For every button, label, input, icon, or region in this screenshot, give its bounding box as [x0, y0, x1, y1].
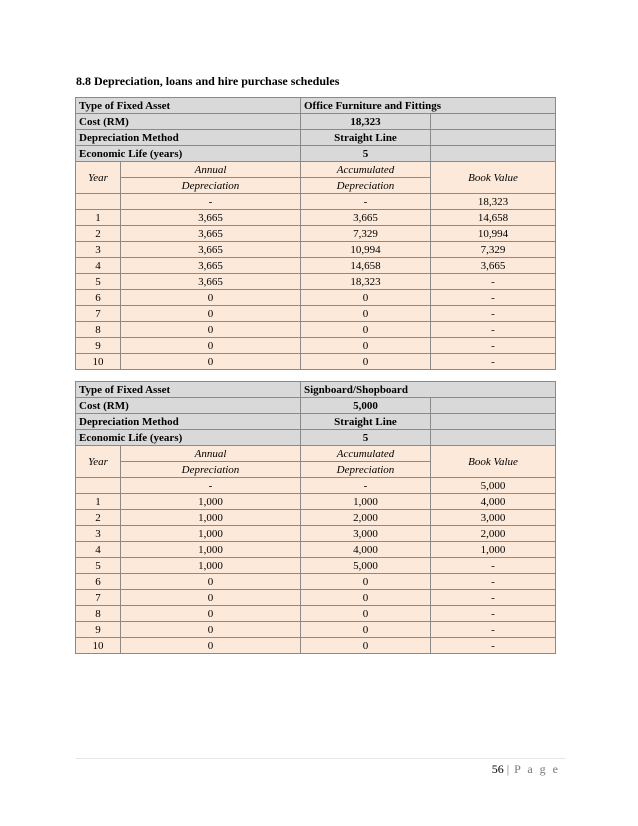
- book-value-cell: 3,665: [431, 258, 556, 274]
- year-cell: 7: [76, 306, 121, 322]
- schedule-row: [76, 306, 556, 322]
- accum-header-line2: Depreciation: [301, 178, 431, 194]
- book-value-cell: -: [431, 574, 556, 590]
- empty-cell: [431, 146, 556, 162]
- annual-depreciation-cell: 0: [121, 354, 301, 370]
- year-cell: 3: [76, 242, 121, 258]
- year-cell: 4: [76, 542, 121, 558]
- year-cell: 2: [76, 510, 121, 526]
- page-footer: [492, 762, 560, 777]
- empty-cell: [431, 414, 556, 430]
- accumulated-depreciation-cell: 0: [301, 306, 431, 322]
- annual-depreciation-cell: 0: [121, 322, 301, 338]
- life-value: 5: [301, 430, 431, 446]
- schedule-row: [76, 574, 556, 590]
- accumulated-depreciation-cell: 18,323: [301, 274, 431, 290]
- empty-cell: [431, 114, 556, 130]
- annual-depreciation-cell: 0: [121, 606, 301, 622]
- year-header: Year: [76, 162, 121, 194]
- empty-cell: [431, 398, 556, 414]
- cost-value: 5,000: [301, 398, 431, 414]
- accum-header-line1: Accumulated: [301, 162, 431, 178]
- book-value-header: Book Value: [431, 446, 556, 478]
- book-value-cell: -: [431, 354, 556, 370]
- accumulated-depreciation-cell: 3,665: [301, 210, 431, 226]
- accumulated-depreciation-cell: 0: [301, 290, 431, 306]
- year-cell: 2: [76, 226, 121, 242]
- book-value-cell: -: [431, 590, 556, 606]
- year-cell: 10: [76, 638, 121, 654]
- type-label: Type of Fixed Asset: [76, 98, 301, 114]
- schedule-row: [76, 622, 556, 638]
- method-label: Depreciation Method: [76, 130, 301, 146]
- accumulated-depreciation-cell: 5,000: [301, 558, 431, 574]
- accum-header-line1: Accumulated: [301, 446, 431, 462]
- book-value-cell: -: [431, 638, 556, 654]
- schedule-row: [76, 542, 556, 558]
- cost-label: Cost (RM): [76, 398, 301, 414]
- accumulated-depreciation-cell: 4,000: [301, 542, 431, 558]
- method-value: Straight Line: [301, 414, 431, 430]
- life-label: Economic Life (years): [76, 430, 301, 446]
- page-separator: |: [506, 762, 512, 776]
- schedule-row: [76, 510, 556, 526]
- annual-depreciation-cell: 3,665: [121, 258, 301, 274]
- schedule-row: [76, 258, 556, 274]
- annual-depreciation-cell: 1,000: [121, 558, 301, 574]
- accumulated-depreciation-cell: 1,000: [301, 494, 431, 510]
- schedule-row: [76, 322, 556, 338]
- book-value-cell: -: [431, 606, 556, 622]
- annual-depreciation-cell: -: [121, 478, 301, 494]
- schedule-row: [76, 274, 556, 290]
- book-value-cell: -: [431, 558, 556, 574]
- schedule-row: [76, 590, 556, 606]
- annual-depreciation-cell: 0: [121, 574, 301, 590]
- accumulated-depreciation-cell: 0: [301, 322, 431, 338]
- schedule-row: [76, 526, 556, 542]
- book-value-cell: 3,000: [431, 510, 556, 526]
- year-cell: 1: [76, 210, 121, 226]
- accumulated-depreciation-cell: 7,329: [301, 226, 431, 242]
- schedule-row: [76, 478, 556, 494]
- accumulated-depreciation-cell: 0: [301, 354, 431, 370]
- book-value-cell: -: [431, 274, 556, 290]
- year-cell: [76, 194, 121, 210]
- book-value-cell: 2,000: [431, 526, 556, 542]
- annual-depreciation-cell: 3,665: [121, 226, 301, 242]
- year-cell: [76, 478, 121, 494]
- depreciation-table-office-furniture: [75, 97, 556, 370]
- annual-depreciation-cell: 3,665: [121, 242, 301, 258]
- empty-cell: [431, 430, 556, 446]
- year-cell: 6: [76, 574, 121, 590]
- year-cell: 9: [76, 622, 121, 638]
- annual-depreciation-cell: 0: [121, 290, 301, 306]
- annual-depreciation-cell: 0: [121, 622, 301, 638]
- life-label: Economic Life (years): [76, 146, 301, 162]
- method-value: Straight Line: [301, 130, 431, 146]
- empty-cell: [431, 130, 556, 146]
- year-cell: 10: [76, 354, 121, 370]
- schedule-row: [76, 210, 556, 226]
- schedule-row: [76, 638, 556, 654]
- book-value-cell: 14,658: [431, 210, 556, 226]
- accumulated-depreciation-cell: -: [301, 478, 431, 494]
- annual-depreciation-cell: 1,000: [121, 526, 301, 542]
- schedule-row: [76, 242, 556, 258]
- book-value-cell: -: [431, 306, 556, 322]
- accumulated-depreciation-cell: 0: [301, 590, 431, 606]
- year-cell: 8: [76, 606, 121, 622]
- section-heading: 8.8 Depreciation, loans and hire purchase schedules: [76, 74, 340, 88]
- year-cell: 5: [76, 274, 121, 290]
- annual-depreciation-cell: 1,000: [121, 494, 301, 510]
- book-value-cell: 1,000: [431, 542, 556, 558]
- annual-header-line1: Annual: [121, 446, 301, 462]
- annual-header-line1: Annual: [121, 162, 301, 178]
- schedule-row: [76, 226, 556, 242]
- life-value: 5: [301, 146, 431, 162]
- annual-header-line2: Depreciation: [121, 462, 301, 478]
- annual-depreciation-cell: 1,000: [121, 510, 301, 526]
- page-word: P a g e: [514, 762, 560, 776]
- accumulated-depreciation-cell: -: [301, 194, 431, 210]
- annual-depreciation-cell: 1,000: [121, 542, 301, 558]
- year-cell: 9: [76, 338, 121, 354]
- annual-depreciation-cell: 0: [121, 306, 301, 322]
- year-cell: 7: [76, 590, 121, 606]
- cost-value: 18,323: [301, 114, 431, 130]
- book-value-cell: 7,329: [431, 242, 556, 258]
- type-label: Type of Fixed Asset: [76, 382, 301, 398]
- schedule-row: [76, 290, 556, 306]
- year-header: Year: [76, 446, 121, 478]
- schedule-row: [76, 606, 556, 622]
- book-value-cell: -: [431, 622, 556, 638]
- annual-depreciation-cell: 3,665: [121, 274, 301, 290]
- accum-header-line2: Depreciation: [301, 462, 431, 478]
- asset-name: Office Furniture and Fittings: [301, 98, 556, 114]
- annual-depreciation-cell: 0: [121, 638, 301, 654]
- year-cell: 1: [76, 494, 121, 510]
- book-value-cell: 4,000: [431, 494, 556, 510]
- year-cell: 6: [76, 290, 121, 306]
- book-value-cell: -: [431, 290, 556, 306]
- annual-depreciation-cell: 0: [121, 338, 301, 354]
- book-value-header: Book Value: [431, 162, 556, 194]
- page-number: 56: [491, 762, 504, 776]
- book-value-cell: 18,323: [431, 194, 556, 210]
- accumulated-depreciation-cell: 0: [301, 574, 431, 590]
- asset-name: Signboard/Shopboard: [301, 382, 556, 398]
- schedule-row: [76, 354, 556, 370]
- schedule-row: [76, 558, 556, 574]
- schedule-row: [76, 494, 556, 510]
- annual-header-line2: Depreciation: [121, 178, 301, 194]
- annual-depreciation-cell: 0: [121, 590, 301, 606]
- year-cell: 3: [76, 526, 121, 542]
- accumulated-depreciation-cell: 10,994: [301, 242, 431, 258]
- accumulated-depreciation-cell: 0: [301, 622, 431, 638]
- year-cell: 4: [76, 258, 121, 274]
- schedule-row: [76, 194, 556, 210]
- method-label: Depreciation Method: [76, 414, 301, 430]
- accumulated-depreciation-cell: 2,000: [301, 510, 431, 526]
- accumulated-depreciation-cell: 14,658: [301, 258, 431, 274]
- accumulated-depreciation-cell: 0: [301, 606, 431, 622]
- book-value-cell: -: [431, 322, 556, 338]
- book-value-cell: 5,000: [431, 478, 556, 494]
- accumulated-depreciation-cell: 0: [301, 338, 431, 354]
- depreciation-table-signboard: [75, 381, 556, 654]
- year-cell: 5: [76, 558, 121, 574]
- book-value-cell: -: [431, 338, 556, 354]
- book-value-cell: 10,994: [431, 226, 556, 242]
- cost-label: Cost (RM): [76, 114, 301, 130]
- accumulated-depreciation-cell: 0: [301, 638, 431, 654]
- year-cell: 8: [76, 322, 121, 338]
- annual-depreciation-cell: -: [121, 194, 301, 210]
- annual-depreciation-cell: 3,665: [121, 210, 301, 226]
- footer-divider: [76, 758, 566, 759]
- accumulated-depreciation-cell: 3,000: [301, 526, 431, 542]
- schedule-row: [76, 338, 556, 354]
